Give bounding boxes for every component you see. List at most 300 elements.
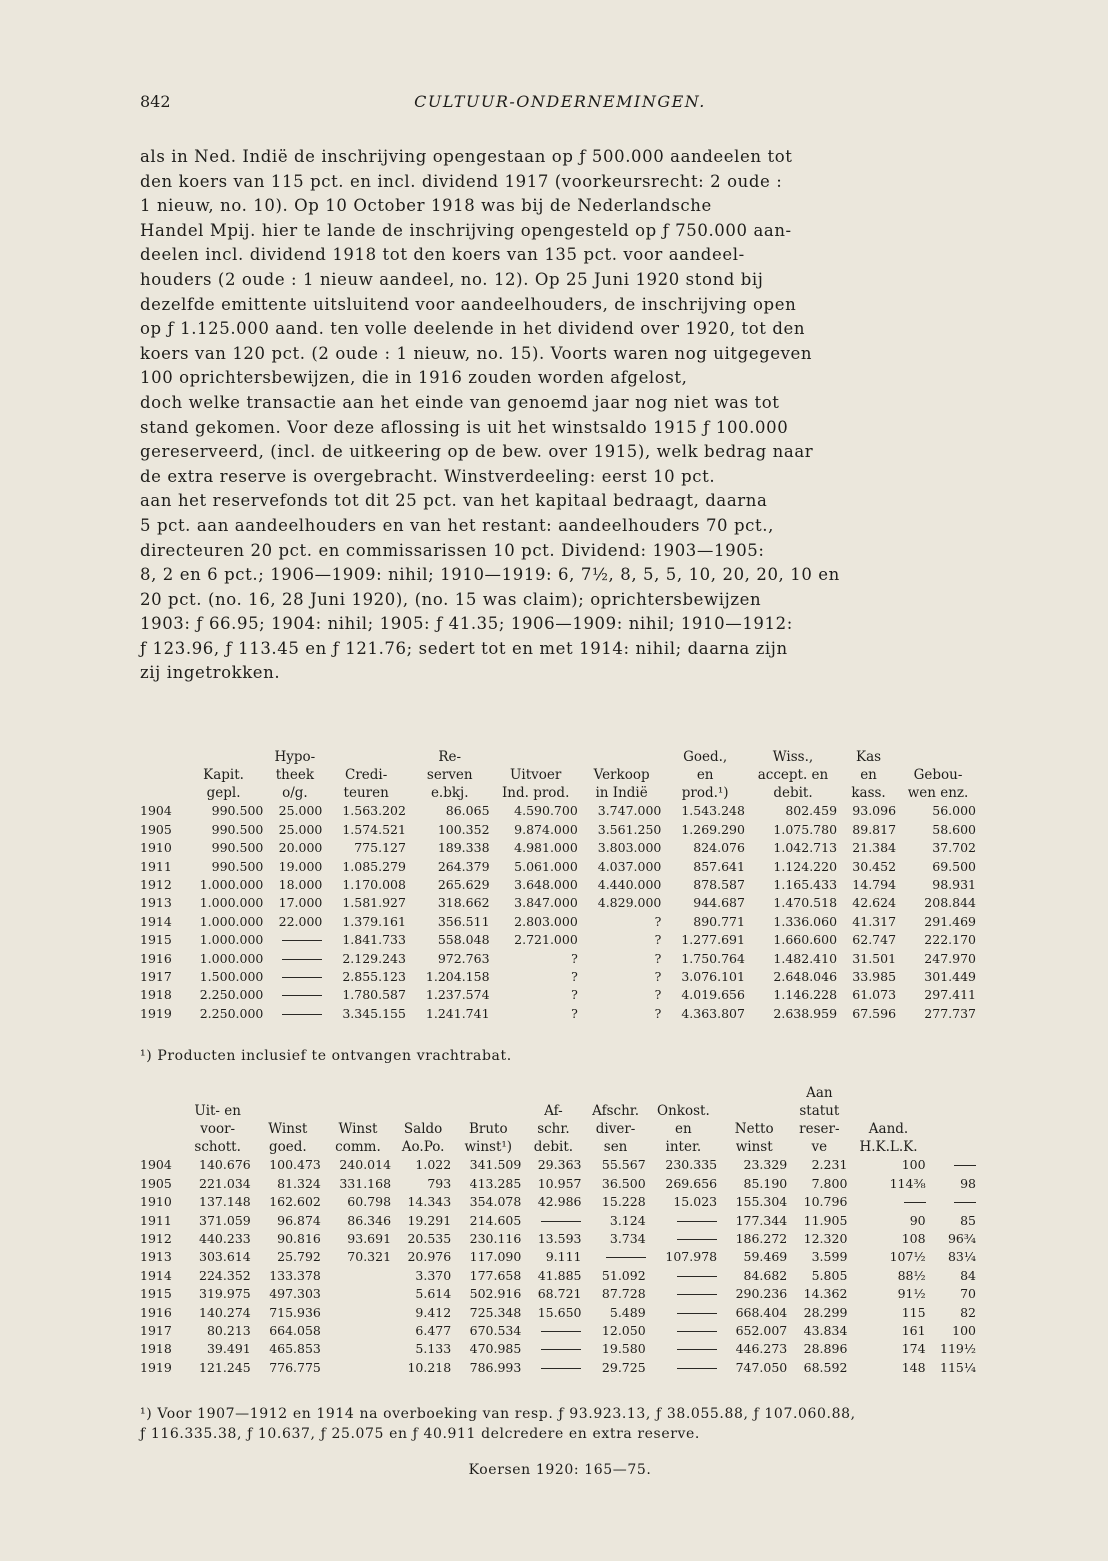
profit-cell: 39.491 xyxy=(206,1341,251,1357)
balance-header-cell: in Indië xyxy=(595,785,648,801)
balance-cell: ? xyxy=(654,968,662,984)
profit-header-cell xyxy=(253,1102,323,1120)
profit-cell: 162.602 xyxy=(269,1194,321,1210)
profit-cell: 341.509 xyxy=(469,1157,522,1173)
profit-cell: 107½ xyxy=(889,1249,926,1265)
profit-cell: 115 xyxy=(901,1304,926,1320)
profit-cell xyxy=(323,1303,393,1321)
profit-cell xyxy=(648,1266,719,1284)
profit-cell: 88½ xyxy=(897,1267,926,1283)
profit-cell: 68.721 xyxy=(537,1286,582,1302)
body-line: koers van 120 pct. (2 oude : 1 nieuw, no. 15). Voorts waren nog uitgegeven xyxy=(140,343,813,363)
profit-year-cell: 1916 xyxy=(140,1304,172,1320)
balance-year-cell: 1919 xyxy=(140,1005,172,1021)
dash-mark xyxy=(541,1331,581,1332)
profit-cell: 5.489 xyxy=(609,1304,646,1320)
profit-cell: 186.272 xyxy=(735,1230,788,1246)
balance-header-cell: Goed., xyxy=(683,749,728,765)
balance-cell: 69.500 xyxy=(932,858,976,874)
profit-cell: 36.500 xyxy=(601,1175,646,1191)
body-line: Handel Mpij. hier te lande de inschrijving opengesteld op ƒ 750.000 aan- xyxy=(140,220,792,240)
body-line: gereserveerd, (incl. de uitkeering op de bew. over 1915), welk bedrag naar xyxy=(140,442,814,462)
body-line: doch welke transactie aan het einde van genoemd jaar nog niet was tot xyxy=(140,392,780,412)
profit-cell: 100 xyxy=(952,1322,976,1338)
balance-cell: 33.985 xyxy=(852,968,897,984)
profit-cell: 221.034 xyxy=(199,1175,251,1191)
balance-header-cell: Uitvoer xyxy=(510,767,562,783)
profit-cell xyxy=(523,1358,583,1376)
body-line: zij ingetrokken. xyxy=(140,663,281,683)
balance-cell xyxy=(265,968,324,986)
balance-cell: 878.587 xyxy=(693,876,745,892)
profit-table xyxy=(140,1084,978,1377)
profit-cell: 13.593 xyxy=(537,1230,582,1246)
profit-row xyxy=(140,1174,978,1192)
balance-header-cell: Ind. prod. xyxy=(501,785,570,801)
balance-cell: 265.629 xyxy=(437,876,490,892)
profit-cell: 90.816 xyxy=(277,1230,321,1246)
balance-header-cell: Gebou- xyxy=(913,767,963,783)
balance-cell: 1.204.158 xyxy=(425,968,490,984)
balance-cell: 4.440.000 xyxy=(597,876,662,892)
profit-cell: 668.404 xyxy=(735,1304,788,1320)
balance-cell: 1.269.290 xyxy=(681,821,745,837)
balance-year-cell: 1911 xyxy=(140,858,172,874)
profit-cell: 19.291 xyxy=(407,1212,452,1228)
balance-cell: 1.075.780 xyxy=(773,821,838,837)
balance-cell: 1.165.433 xyxy=(773,876,838,892)
profit-cell: 303.614 xyxy=(199,1249,251,1265)
body-text xyxy=(140,145,976,686)
balance-cell: 1.241.741 xyxy=(425,1005,490,1021)
profit-row xyxy=(140,1358,978,1376)
balance-cell: 37.702 xyxy=(932,840,976,856)
balance-cell: 1.085.279 xyxy=(342,858,406,874)
dash-mark xyxy=(677,1349,717,1350)
balance-cell: 824.076 xyxy=(693,840,745,856)
profit-row xyxy=(140,1266,978,1284)
profit-year-cell: 1917 xyxy=(140,1322,172,1338)
profit-header-cell: Bruto xyxy=(468,1121,508,1137)
dash-mark xyxy=(904,1202,926,1203)
balance-cell: 42.624 xyxy=(852,895,897,911)
profit-cell: 140.676 xyxy=(199,1157,251,1173)
balance-cell: 41.317 xyxy=(852,913,897,929)
balance-year-cell: 1915 xyxy=(140,932,172,948)
balance-cell: 3.345.155 xyxy=(342,1005,406,1021)
profit-cell: 29.363 xyxy=(537,1157,582,1173)
profit-cell: 107.978 xyxy=(665,1249,718,1265)
body-line: 5 pct. aan aandeelhouders en van het restant: aandeelhouders 70 pct., xyxy=(140,515,774,535)
body-line: 20 pct. (no. 16, 28 Juni 1920), (no. 15 was claim); oprichtersbewijzen xyxy=(140,589,762,609)
profit-cell: 84 xyxy=(960,1267,976,1283)
profit-header-cell: diver- xyxy=(595,1121,636,1137)
profit-cell: 20.976 xyxy=(407,1249,452,1265)
profit-year-cell: 1910 xyxy=(140,1194,172,1210)
profit-cell: 776.775 xyxy=(269,1359,321,1375)
profit-year-cell: 1914 xyxy=(140,1267,172,1283)
balance-cell: 990.500 xyxy=(211,821,264,837)
profit-year-cell: 1919 xyxy=(140,1359,172,1375)
dash-mark xyxy=(677,1368,717,1369)
balance-cell: ? xyxy=(571,987,578,1003)
profit-cell: 28.299 xyxy=(803,1304,848,1320)
profit-row xyxy=(140,1285,978,1303)
profit-header-cell xyxy=(719,1084,789,1102)
balance-cell: 98.931 xyxy=(932,876,976,892)
profit-header-cell xyxy=(393,1084,453,1102)
profit-cell: 43.834 xyxy=(803,1322,848,1338)
profit-header-row xyxy=(140,1084,978,1102)
balance-cell: 972.763 xyxy=(437,950,490,966)
balance-cell: 1.780.587 xyxy=(342,987,406,1003)
balance-cell: 9.874.000 xyxy=(514,821,578,837)
profit-header-cell: H.K.L.K. xyxy=(859,1139,918,1155)
profit-cell: 747.050 xyxy=(735,1359,788,1375)
balance-cell xyxy=(265,931,324,949)
body-line: 8, 2 en 6 pct.; 1906—1909: nihil; 1910—1919: 6, 7½, 8, 5, 5, 10, 20, 20, 10 en xyxy=(140,565,840,585)
balance-cell: 277.737 xyxy=(924,1005,976,1021)
profit-cell: 42.986 xyxy=(537,1194,582,1210)
balance-header-cell: Credi- xyxy=(345,767,388,783)
balance-cell: 4.590.700 xyxy=(514,803,578,819)
dash-mark xyxy=(606,1257,646,1258)
balance-cell: 4.019.656 xyxy=(681,987,745,1003)
balance-header-cell: teuren xyxy=(343,785,389,801)
profit-cell xyxy=(323,1358,393,1376)
balance-header-cell: e.bkj. xyxy=(430,785,469,801)
profit-cell: 5.614 xyxy=(415,1286,452,1302)
balance-header-row xyxy=(140,784,978,802)
profit-cell xyxy=(648,1303,719,1321)
body-line: den koers van 115 pct. en incl. dividend 1917 (voorkeursrecht: 2 oude : xyxy=(140,171,783,191)
balance-header-cell: serven xyxy=(426,767,473,783)
profit-cell: 100 xyxy=(901,1157,926,1173)
balance-row xyxy=(140,820,978,838)
profit-cell: 98 xyxy=(960,1175,976,1191)
profit-cell: 354.078 xyxy=(469,1194,522,1210)
balance-header-cell: Verkoop xyxy=(593,767,650,783)
profit-cell: 14.343 xyxy=(407,1194,452,1210)
dash-mark xyxy=(677,1294,717,1295)
balance-cell xyxy=(265,1004,324,1022)
profit-header-cell: goed. xyxy=(268,1139,307,1155)
profit-cell: 664.058 xyxy=(269,1322,321,1338)
dash-mark xyxy=(677,1239,717,1240)
profit-header-cell xyxy=(140,1120,183,1138)
balance-cell: 20.000 xyxy=(278,840,323,856)
body-line: deelen incl. dividend 1918 tot den koers van 135 pct. voor aandeel- xyxy=(140,245,745,265)
profit-cell: 25.792 xyxy=(277,1249,321,1265)
profit-cell: 15.650 xyxy=(537,1304,582,1320)
balance-cell xyxy=(265,949,324,967)
balance-cell: 21.384 xyxy=(852,840,897,856)
profit-header-cell: schr. xyxy=(537,1121,570,1137)
profit-row xyxy=(140,1230,978,1248)
profit-cell: 29.725 xyxy=(601,1359,646,1375)
balance-cell: 2.638.959 xyxy=(773,1005,838,1021)
balance-cell: 990.500 xyxy=(211,858,264,874)
balance-cell: 1.500.000 xyxy=(199,968,264,984)
profit-cell: 70.321 xyxy=(347,1249,392,1265)
profit-cell: 10.957 xyxy=(537,1175,582,1191)
profit-header-cell xyxy=(849,1102,927,1120)
balance-cell: 1.000.000 xyxy=(199,895,264,911)
balance-table xyxy=(140,748,978,1023)
profit-cell: 41.885 xyxy=(537,1267,582,1283)
balance-cell: 208.844 xyxy=(924,895,976,911)
profit-cell: 652.007 xyxy=(735,1322,788,1338)
profit-cell: 174 xyxy=(901,1341,926,1357)
balance-cell: 4.363.807 xyxy=(681,1005,745,1021)
balance-cell: 1.000.000 xyxy=(199,913,264,929)
profit-cell: 14.362 xyxy=(803,1286,848,1302)
balance-cell: 93.096 xyxy=(852,803,897,819)
profit-cell: 86.346 xyxy=(347,1212,392,1228)
balance-header-cell: kass. xyxy=(851,785,886,801)
profit-cell: 5.805 xyxy=(811,1267,848,1283)
profit-header-cell: inter. xyxy=(665,1139,702,1155)
profit-cell: 161 xyxy=(901,1322,926,1338)
dash-mark xyxy=(541,1368,581,1369)
profit-cell: 80.213 xyxy=(206,1322,251,1338)
balance-cell: 1.170.008 xyxy=(342,876,406,892)
profit-cell xyxy=(323,1322,393,1340)
profit-cell: 70 xyxy=(960,1286,976,1302)
balance-header-cell xyxy=(324,748,408,766)
profit-cell xyxy=(648,1285,719,1303)
balance-row xyxy=(140,968,978,986)
balance-cell: 264.379 xyxy=(437,858,490,874)
profit-cell: 440.233 xyxy=(199,1230,251,1246)
profit-cell xyxy=(648,1340,719,1358)
balance-cell: 2.648.046 xyxy=(773,968,838,984)
profit-header-cell: en xyxy=(675,1121,692,1137)
profit-cell: 81.324 xyxy=(277,1175,321,1191)
body-line: houders (2 oude : 1 nieuw aandeel, no. 12). Op 25 Juni 1920 stond bij xyxy=(140,269,764,289)
balance-cell: 1.277.691 xyxy=(681,932,745,948)
balance-cell: 1.581.927 xyxy=(342,895,406,911)
balance-cell: 944.687 xyxy=(693,895,745,911)
profit-cell xyxy=(583,1248,647,1266)
profit-header-cell xyxy=(140,1102,183,1120)
profit-cell: 28.896 xyxy=(803,1341,848,1357)
balance-header-cell: Re- xyxy=(438,749,462,765)
balance-header-cell xyxy=(492,748,580,766)
profit-row xyxy=(140,1322,978,1340)
profit-header-cell: Afschr. xyxy=(592,1103,640,1119)
balance-cell: ? xyxy=(571,968,578,984)
profit-cell: 793 xyxy=(427,1175,452,1191)
profit-cell: 670.534 xyxy=(469,1322,522,1338)
profit-cell: 96¾ xyxy=(947,1230,976,1246)
page-header xyxy=(140,92,980,114)
balance-cell: 1.574.521 xyxy=(342,821,406,837)
balance-header-cell: en xyxy=(696,767,714,783)
profit-row xyxy=(140,1156,978,1174)
profit-cell xyxy=(323,1340,393,1358)
balance-header-cell xyxy=(140,748,182,766)
balance-row xyxy=(140,912,978,930)
profit-cell: 133.378 xyxy=(269,1267,321,1283)
profit-cell: 15.023 xyxy=(673,1194,718,1210)
profit-cell: 413.285 xyxy=(469,1175,522,1191)
balance-cell: 22.000 xyxy=(278,913,323,929)
balance-header-cell: o/g. xyxy=(282,785,308,801)
balance-year-cell: 1914 xyxy=(140,913,172,929)
profit-cell: 725.348 xyxy=(469,1304,522,1320)
balance-header-cell xyxy=(140,766,182,784)
profit-header-cell xyxy=(140,1138,183,1156)
price-line: Koersen 1920: 165—75. xyxy=(468,1462,652,1478)
balance-year-cell: 1913 xyxy=(140,895,172,911)
balance-header-cell: Hypo- xyxy=(274,749,316,765)
balance-cell: 558.048 xyxy=(437,932,490,948)
footnote-line: ¹) Voor 1907—1912 en 1914 na overboeking van resp. ƒ 93.923.13, ƒ 38.055.88, ƒ 107.060.88, xyxy=(140,1406,856,1422)
profit-cell: 59.469 xyxy=(743,1249,788,1265)
balance-cell: 89.817 xyxy=(852,821,897,837)
balance-header-cell: Kapit. xyxy=(203,767,244,783)
balance-cell: 2.803.000 xyxy=(514,913,578,929)
profit-cell: 20.535 xyxy=(407,1230,452,1246)
profit-header-cell: Uit- en xyxy=(194,1103,241,1119)
balance-cell: 297.411 xyxy=(924,987,976,1003)
profit-cell: 7.800 xyxy=(811,1175,848,1191)
balance-cell: ? xyxy=(654,932,662,948)
balance-cell: 890.771 xyxy=(693,913,745,929)
profit-header-row xyxy=(140,1120,978,1138)
balance-cell: 318.662 xyxy=(437,895,490,911)
profit-header-cell: Winst xyxy=(338,1121,378,1137)
balance-cell: 1.042.713 xyxy=(773,840,838,856)
profit-cell: 331.168 xyxy=(339,1175,392,1191)
balance-cell: 100.352 xyxy=(437,821,490,837)
profit-cell: 9.412 xyxy=(415,1304,452,1320)
balance-cell: 4.829.000 xyxy=(597,895,662,911)
balance-cell: 1.237.574 xyxy=(425,987,490,1003)
balance-cell: 3.747.000 xyxy=(597,803,662,819)
profit-header-cell xyxy=(719,1102,789,1120)
balance-header-cell: gepl. xyxy=(206,785,241,801)
profit-header-cell xyxy=(648,1084,719,1102)
profit-header-cell: Aan xyxy=(806,1085,833,1101)
profit-cell: 224.352 xyxy=(199,1267,251,1283)
profit-cell: 12.320 xyxy=(803,1230,848,1246)
profit-row xyxy=(140,1193,978,1211)
profit-cell xyxy=(523,1211,583,1229)
balance-cell: 86.065 xyxy=(445,803,490,819)
profit-year-cell: 1913 xyxy=(140,1249,172,1265)
footnote-line: ƒ 116.335.38, ƒ 10.637, ƒ 25.075 en ƒ 40.911 delcredere en extra reserve. xyxy=(140,1426,700,1442)
balance-header-cell: Wiss., xyxy=(772,749,814,765)
profit-cell: 5.133 xyxy=(415,1341,452,1357)
balance-cell: 2.855.123 xyxy=(342,968,406,984)
balance-cell: 56.000 xyxy=(932,803,976,819)
dash-mark xyxy=(541,1349,581,1350)
profit-cell: 96.874 xyxy=(277,1212,321,1228)
profit-cell: 10.218 xyxy=(407,1359,452,1375)
balance-cell: 4.981.000 xyxy=(514,840,578,856)
balance-year-cell: 1910 xyxy=(140,840,172,856)
balance-cell: 4.037.000 xyxy=(597,858,662,874)
balance-cell: 3.847.000 xyxy=(514,895,578,911)
profit-cell xyxy=(648,1322,719,1340)
body-line: 100 oprichtersbewijzen, die in 1916 zouden worden afgelost, xyxy=(140,368,688,388)
profit-cell: 12.050 xyxy=(601,1322,646,1338)
profit-cell: 100.473 xyxy=(269,1157,321,1173)
dash-mark xyxy=(677,1276,717,1277)
profit-cell: 9.111 xyxy=(545,1249,582,1265)
balance-cell: 1.124.220 xyxy=(773,858,838,874)
profit-header-cell: Saldo xyxy=(403,1121,443,1137)
balance-cell: 2.129.243 xyxy=(342,950,406,966)
dash-mark xyxy=(954,1165,976,1166)
balance-cell: 14.794 xyxy=(852,876,897,892)
balance-cell: 2.250.000 xyxy=(199,1005,264,1021)
dash-mark xyxy=(282,1014,322,1015)
dash-mark xyxy=(282,940,322,941)
profit-cell: 115¼ xyxy=(940,1359,976,1375)
profit-header-cell: winst xyxy=(735,1139,773,1155)
profit-cell xyxy=(928,1156,978,1174)
balance-header-cell: wen enz. xyxy=(907,785,969,801)
profit-cell: 1.022 xyxy=(415,1157,452,1173)
profit-cell: 117.090 xyxy=(469,1249,522,1265)
profit-header-cell: ve xyxy=(811,1139,828,1155)
profit-header-row xyxy=(140,1102,978,1120)
balance-cell: 1.750.764 xyxy=(681,950,745,966)
profit-cell: 446.273 xyxy=(735,1341,788,1357)
profit-cell: 23.329 xyxy=(743,1157,788,1173)
profit-cell: 10.796 xyxy=(803,1194,848,1210)
balance-cell: 67.596 xyxy=(852,1005,897,1021)
balance-cell: 1.146.228 xyxy=(773,987,838,1003)
profit-cell xyxy=(849,1193,927,1211)
body-line: als in Ned. Indië de inschrijving opengestaan op ƒ 500.000 aandeelen tot xyxy=(140,147,793,166)
balance-year-cell: 1905 xyxy=(140,821,172,837)
profit-header-cell xyxy=(583,1084,647,1102)
body-line: ƒ 123.96, ƒ 113.45 en ƒ 121.76; sedert tot en met 1914: nihil; daarna zijn xyxy=(140,638,788,658)
profit-header-cell xyxy=(253,1084,323,1102)
balance-cell: 1.336.060 xyxy=(773,913,838,929)
balance-cell: 30.452 xyxy=(852,858,897,874)
body-line: dezelfde emittente uitsluitend voor aandeelhouders, de inschrijving open xyxy=(140,294,797,314)
balance-header-cell: accept. en xyxy=(757,767,829,783)
profit-cell: 137.148 xyxy=(199,1194,251,1210)
balance-cell: 17.000 xyxy=(278,895,323,911)
balance-cell: 58.600 xyxy=(932,821,976,837)
body-line: 1903: ƒ 66.95; 1904: nihil; 1905: ƒ 41.35; 1906—1909: nihil; 1910—1912: xyxy=(140,614,793,634)
profit-cell: 3.370 xyxy=(415,1267,452,1283)
profit-year-cell: 1905 xyxy=(140,1175,172,1191)
dash-mark xyxy=(954,1202,976,1203)
profit-header-cell: Af- xyxy=(544,1103,563,1119)
profit-cell: 786.993 xyxy=(469,1359,522,1375)
balance-header-cell xyxy=(140,784,182,802)
balance-year-cell: 1904 xyxy=(140,803,172,819)
profit-header-cell: debit. xyxy=(533,1139,574,1155)
profit-cell: 240.014 xyxy=(339,1157,392,1173)
balance-cell: 31.501 xyxy=(852,950,897,966)
balance-cell: 222.170 xyxy=(924,932,976,948)
profit-year-cell: 1904 xyxy=(140,1157,172,1173)
balance-cell: 291.469 xyxy=(924,913,976,929)
profit-header-cell: winst¹) xyxy=(464,1139,513,1155)
profit-cell: 55.567 xyxy=(601,1157,646,1173)
profit-header-row xyxy=(140,1138,978,1156)
body-line: op ƒ 1.125.000 aand. ten volle deelende in het dividend over 1920, tot den xyxy=(140,319,806,339)
profit-year-cell: 1912 xyxy=(140,1230,172,1246)
